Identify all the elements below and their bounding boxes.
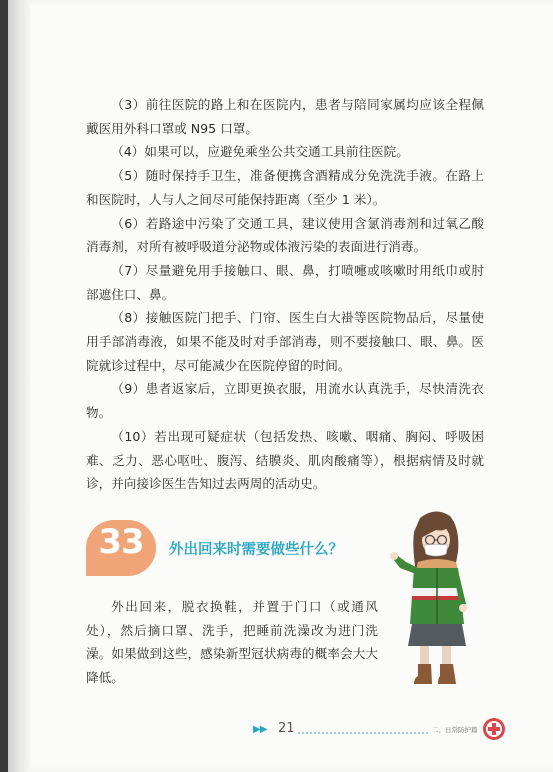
question-number: 33 xyxy=(98,522,144,562)
question-title: 外出回来时需要做些什么？ xyxy=(169,542,343,558)
paragraph-10: （10）若出现可疑症状（包括发热、咳嗽、咽痛、胸闷、呼吸困难、乏力、恶心呕吐、腹泻、结膜炎、肌肉酸痛等），根据病情及时就诊，并向接诊医生告知过去两周的活动史。 xyxy=(86,428,484,492)
answer-paragraph: 外出回来，脱衣换鞋，并置于门口（或通风处），然后摘口罩、洗手，把睡前洗澡改为进门洗澡。如果做到这些，感染新型冠状病毒的概率会大大降低。 xyxy=(86,599,378,686)
paragraph-6: （6）若路途中污染了交通工具，建议使用含氯消毒剂和过氧乙酸消毒剂，对所有被呼吸道分泌物或体液污染的表面进行消毒。 xyxy=(86,215,484,255)
section-title: 二、日常防护篇 xyxy=(432,726,478,734)
main-text xyxy=(86,93,484,496)
paragraph-3: （3）前往医院的路上和在医院内，患者与陪同家属均应该全程佩戴医用外科口罩或 N95 口罩。 xyxy=(86,97,484,136)
question-heading xyxy=(76,520,376,576)
book-page xyxy=(8,0,553,772)
book-spine-shadow xyxy=(8,0,30,772)
red-cross-badge-icon xyxy=(482,717,506,741)
paragraph-8: （8）接触医院门把手、门帘、医生白大褂等医院物品后，尽量使用手部消毒液，如果不能及时对手部消毒，则不要接触口、眼、鼻。医院就诊过程中，尽可能减少在医院停留的时间。 xyxy=(86,310,484,373)
paragraph-9: （9）患者返家后，立即更换衣服，用流水认真洗手，尽快清洗衣物。 xyxy=(86,381,484,421)
paragraph-7: （7）尽量避免用手接触口、眼、鼻，打喷嚏或咳嗽时用纸巾或肘部遮住口、鼻。 xyxy=(86,262,484,302)
footer-arrows: ▶▶ xyxy=(253,724,267,735)
girl-illustration xyxy=(380,504,480,690)
answer-text xyxy=(86,595,378,690)
page-footer xyxy=(8,715,553,755)
paragraph-5: （5）随时保持手卫生，准备便携含酒精成分免洗洗手液。在路上和医院时，人与人之间尽可能保持距离（至少 1 米）。 xyxy=(86,168,484,207)
footer-dotted-line xyxy=(298,732,428,734)
page-number: 21 xyxy=(278,721,295,736)
paragraph-4: （4）如果可以，应避免乘坐公共交通工具前往医院。 xyxy=(111,144,409,160)
